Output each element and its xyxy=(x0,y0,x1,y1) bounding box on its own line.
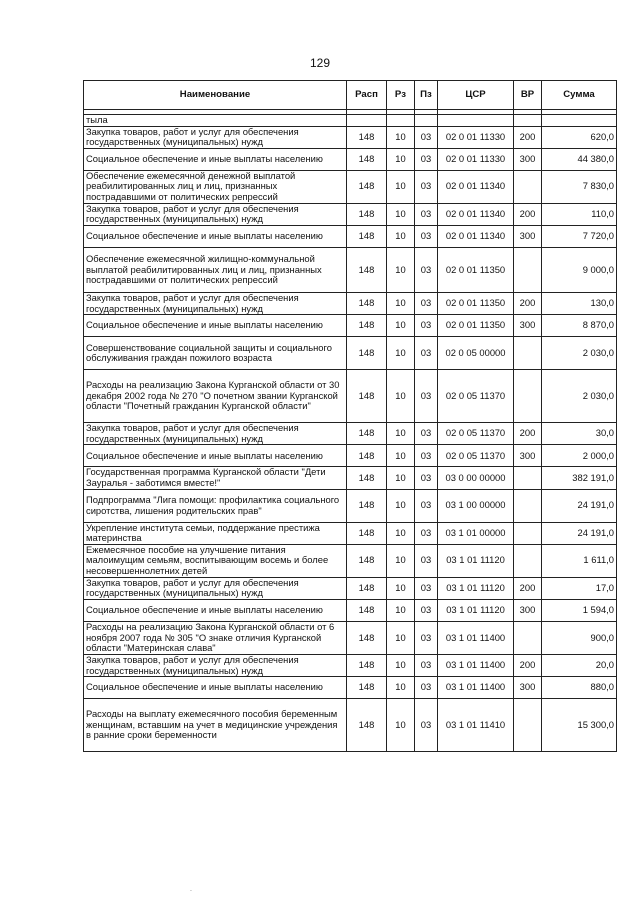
cell-sum: 15 300,0 xyxy=(542,699,617,752)
table-row xyxy=(84,203,617,225)
cell-vr: 200 xyxy=(514,203,542,225)
cell-vr xyxy=(514,621,542,654)
cell-sum: 17,0 xyxy=(542,577,617,599)
table-row xyxy=(84,170,617,203)
cell-rz: 10 xyxy=(387,148,415,170)
cell-name: Подпрограмма "Лига помощи: профилактика социального сиротства, лишения родительских прав" xyxy=(84,489,347,522)
cell-vr: 300 xyxy=(514,677,542,699)
cell-pz: 03 xyxy=(415,337,438,370)
cell-csr: 02 0 01 11350 xyxy=(438,315,514,337)
cell-sum: 382 191,0 xyxy=(542,467,617,489)
cell-rasp: 148 xyxy=(347,445,387,467)
cell-rz: 10 xyxy=(387,654,415,676)
column-header-vr: ВР xyxy=(514,81,542,110)
cell-vr: 300 xyxy=(514,225,542,247)
table-row xyxy=(84,489,617,522)
table-row xyxy=(84,699,617,752)
table-row xyxy=(84,445,617,467)
cell-rz: 10 xyxy=(387,170,415,203)
cell-csr: 03 1 01 11120 xyxy=(438,599,514,621)
cell-pz: 03 xyxy=(415,577,438,599)
cell-rz: 10 xyxy=(387,247,415,292)
cell-name: Обеспечение ежемесячной жилищно-коммунальной выплатой реабилитированных лиц и лиц, признанных пострадавшими от политических репрессий xyxy=(84,247,347,292)
cell-sum: 1 611,0 xyxy=(542,544,617,577)
cell-pz: 03 xyxy=(415,599,438,621)
table-row xyxy=(84,423,617,445)
cell-csr: 02 0 01 11330 xyxy=(438,148,514,170)
cell-vr xyxy=(514,699,542,752)
cell-rz: 10 xyxy=(387,577,415,599)
cell-rz: 10 xyxy=(387,445,415,467)
cell-pz xyxy=(415,115,438,127)
cell-csr: 02 0 01 11350 xyxy=(438,247,514,292)
cell-rz: 10 xyxy=(387,225,415,247)
cell-pz: 03 xyxy=(415,292,438,314)
cell-pz: 03 xyxy=(415,148,438,170)
cell-vr: 200 xyxy=(514,654,542,676)
cell-pz: 03 xyxy=(415,370,438,423)
cell-name: Закупка товаров, работ и услуг для обеспечения государственных (муниципальных) нужд xyxy=(84,292,347,314)
cell-vr xyxy=(514,467,542,489)
cell-rasp: 148 xyxy=(347,170,387,203)
table-row xyxy=(84,599,617,621)
table-row xyxy=(84,677,617,699)
cell-vr xyxy=(514,170,542,203)
cell-vr: 200 xyxy=(514,126,542,148)
cell-vr xyxy=(514,522,542,544)
cell-pz: 03 xyxy=(415,489,438,522)
cell-name: Обеспечение ежемесячной денежной выплатой реабилитированных лиц и лиц, признанных пострадавшими от политических репрессий xyxy=(84,170,347,203)
cell-pz: 03 xyxy=(415,621,438,654)
cell-csr: 02 0 05 11370 xyxy=(438,370,514,423)
cell-rasp: 148 xyxy=(347,699,387,752)
cell-name: Социальное обеспечение и иные выплаты населению xyxy=(84,677,347,699)
cell-rz: 10 xyxy=(387,489,415,522)
cell-csr: 02 0 01 11340 xyxy=(438,225,514,247)
cell-sum: 8 870,0 xyxy=(542,315,617,337)
cell-vr: 200 xyxy=(514,577,542,599)
cell-name: Закупка товаров, работ и услуг для обеспечения государственных (муниципальных) нужд xyxy=(84,126,347,148)
scan-mark: . xyxy=(190,886,192,893)
budget-table xyxy=(83,80,617,752)
cell-name: Укрепление института семьи, поддержание престижа материнства xyxy=(84,522,347,544)
cell-rasp: 148 xyxy=(347,423,387,445)
cell-csr: 03 1 01 11400 xyxy=(438,654,514,676)
cell-rz: 10 xyxy=(387,423,415,445)
cell-rasp: 148 xyxy=(347,337,387,370)
cell-vr: 200 xyxy=(514,423,542,445)
cell-name: Совершенствование социальной защиты и социального обслуживания граждан пожилого возраста xyxy=(84,337,347,370)
cell-name: Ежемесячное пособие на улучшение питания малоимущим семьям, воспитывающим восемь и более несовершеннолетних детей xyxy=(84,544,347,577)
cell-vr xyxy=(514,370,542,423)
table-row xyxy=(84,148,617,170)
cell-name: Социальное обеспечение и иные выплаты населению xyxy=(84,599,347,621)
cell-rz: 10 xyxy=(387,699,415,752)
cell-rz: 10 xyxy=(387,126,415,148)
cell-vr: 200 xyxy=(514,292,542,314)
cell-pz: 03 xyxy=(415,677,438,699)
cell-vr: 300 xyxy=(514,148,542,170)
table-header xyxy=(84,81,617,115)
cell-sum: 24 191,0 xyxy=(542,522,617,544)
table-row xyxy=(84,370,617,423)
cell-csr: 02 0 01 11340 xyxy=(438,170,514,203)
column-header-name: Наименование xyxy=(84,81,347,110)
cell-sum: 2 000,0 xyxy=(542,445,617,467)
cell-pz: 03 xyxy=(415,247,438,292)
cell-csr: 03 1 01 11400 xyxy=(438,677,514,699)
cell-csr: 03 1 01 11120 xyxy=(438,577,514,599)
cell-sum: 130,0 xyxy=(542,292,617,314)
cell-csr xyxy=(438,115,514,127)
cell-rasp: 148 xyxy=(347,370,387,423)
cell-name: Закупка товаров, работ и услуг для обеспечения государственных (муниципальных) нужд xyxy=(84,654,347,676)
column-header-pz: Пз xyxy=(415,81,438,110)
cell-sum: 44 380,0 xyxy=(542,148,617,170)
cell-rz: 10 xyxy=(387,203,415,225)
table-row xyxy=(84,292,617,314)
cell-rasp: 148 xyxy=(347,247,387,292)
cell-pz: 03 xyxy=(415,423,438,445)
page-number: 129 xyxy=(309,56,331,70)
cell-rasp: 148 xyxy=(347,292,387,314)
cell-rz: 10 xyxy=(387,292,415,314)
cell-name: Социальное обеспечение и иные выплаты населению xyxy=(84,148,347,170)
table-row xyxy=(84,522,617,544)
table-row xyxy=(84,247,617,292)
cell-vr xyxy=(514,489,542,522)
cell-csr: 03 0 00 00000 xyxy=(438,467,514,489)
table-row xyxy=(84,225,617,247)
cell-sum: 9 000,0 xyxy=(542,247,617,292)
table-row xyxy=(84,577,617,599)
cell-vr xyxy=(514,337,542,370)
cell-sum: 7 830,0 xyxy=(542,170,617,203)
cell-sum: 2 030,0 xyxy=(542,370,617,423)
cell-pz: 03 xyxy=(415,522,438,544)
cell-rz: 10 xyxy=(387,544,415,577)
cell-rasp: 148 xyxy=(347,522,387,544)
cell-vr: 300 xyxy=(514,599,542,621)
cell-sum: 24 191,0 xyxy=(542,489,617,522)
cell-csr: 03 1 01 11400 xyxy=(438,621,514,654)
cell-pz: 03 xyxy=(415,654,438,676)
cell-name: Расходы на реализацию Закона Курганской области от 30 декабря 2002 года № 270 "О почетном звании Курганской области "Почетный гражданин Курганской области" xyxy=(84,370,347,423)
cell-rasp: 148 xyxy=(347,225,387,247)
table-row xyxy=(84,126,617,148)
cell-vr xyxy=(514,544,542,577)
cell-pz: 03 xyxy=(415,544,438,577)
cell-rasp: 148 xyxy=(347,544,387,577)
cell-name: Расходы на реализацию Закона Курганской области от 6 ноября 2007 года № 305 "О знаке отличия Курганской области "Материнская слава" xyxy=(84,621,347,654)
column-header-rz: Рз xyxy=(387,81,415,110)
cell-sum: 880,0 xyxy=(542,677,617,699)
cell-sum: 900,0 xyxy=(542,621,617,654)
cell-sum xyxy=(542,115,617,127)
cell-pz: 03 xyxy=(415,170,438,203)
cell-pz: 03 xyxy=(415,467,438,489)
cell-sum: 2 030,0 xyxy=(542,337,617,370)
cell-rasp: 148 xyxy=(347,577,387,599)
cell-vr xyxy=(514,115,542,127)
cell-csr: 03 1 01 11120 xyxy=(438,544,514,577)
column-header-rasp: Расп xyxy=(347,81,387,110)
cell-name: Закупка товаров, работ и услуг для обеспечения государственных (муниципальных) нужд xyxy=(84,423,347,445)
cell-csr: 02 0 05 11370 xyxy=(438,423,514,445)
cell-rz: 10 xyxy=(387,467,415,489)
cell-name: Государственная программа Курганской области "Дети Зауралья - заботимся вместе!" xyxy=(84,467,347,489)
table-row xyxy=(84,115,617,127)
table-row xyxy=(84,337,617,370)
cell-rasp: 148 xyxy=(347,621,387,654)
cell-name: Закупка товаров, работ и услуг для обеспечения государственных (муниципальных) нужд xyxy=(84,577,347,599)
cell-rz: 10 xyxy=(387,599,415,621)
cell-sum: 1 594,0 xyxy=(542,599,617,621)
cell-csr: 02 0 05 00000 xyxy=(438,337,514,370)
cell-rz: 10 xyxy=(387,621,415,654)
cell-rasp: 148 xyxy=(347,654,387,676)
cell-pz: 03 xyxy=(415,699,438,752)
cell-rasp: 148 xyxy=(347,148,387,170)
cell-csr: 02 0 01 11330 xyxy=(438,126,514,148)
table-row xyxy=(84,544,617,577)
cell-rz: 10 xyxy=(387,370,415,423)
table-row xyxy=(84,654,617,676)
cell-sum: 30,0 xyxy=(542,423,617,445)
cell-csr: 02 0 05 11370 xyxy=(438,445,514,467)
cell-name: Расходы на выплату ежемесячного пособия беременным женщинам, вставшим на учет в медицинские учреждения в ранние сроки беременности xyxy=(84,699,347,752)
cell-rz: 10 xyxy=(387,522,415,544)
cell-rz: 10 xyxy=(387,315,415,337)
cell-vr: 300 xyxy=(514,445,542,467)
cell-pz: 03 xyxy=(415,225,438,247)
cell-rasp: 148 xyxy=(347,203,387,225)
cell-vr xyxy=(514,247,542,292)
cell-rasp: 148 xyxy=(347,126,387,148)
cell-csr: 02 0 01 11350 xyxy=(438,292,514,314)
cell-csr: 03 1 00 00000 xyxy=(438,489,514,522)
column-header-csr: ЦСР xyxy=(438,81,514,110)
cell-rasp: 148 xyxy=(347,467,387,489)
cell-rasp: 148 xyxy=(347,599,387,621)
column-header-sum: Сумма xyxy=(542,81,617,110)
cell-csr: 03 1 01 11410 xyxy=(438,699,514,752)
cell-sum: 620,0 xyxy=(542,126,617,148)
cell-pz: 03 xyxy=(415,126,438,148)
cell-csr: 02 0 01 11340 xyxy=(438,203,514,225)
cell-rasp: 148 xyxy=(347,315,387,337)
cell-sum: 7 720,0 xyxy=(542,225,617,247)
cell-pz: 03 xyxy=(415,315,438,337)
cell-name: тыла xyxy=(84,115,347,127)
cell-rasp: 148 xyxy=(347,677,387,699)
cell-name: Социальное обеспечение и иные выплаты населению xyxy=(84,225,347,247)
table-row xyxy=(84,315,617,337)
cell-pz: 03 xyxy=(415,203,438,225)
cell-pz: 03 xyxy=(415,445,438,467)
cell-sum: 20,0 xyxy=(542,654,617,676)
table-body xyxy=(84,115,617,752)
cell-name: Социальное обеспечение и иные выплаты населению xyxy=(84,445,347,467)
cell-rz: 10 xyxy=(387,337,415,370)
cell-rz: 10 xyxy=(387,677,415,699)
table-row xyxy=(84,621,617,654)
cell-csr: 03 1 01 00000 xyxy=(438,522,514,544)
cell-vr: 300 xyxy=(514,315,542,337)
table-row xyxy=(84,467,617,489)
cell-rasp: 148 xyxy=(347,489,387,522)
cell-name: Социальное обеспечение и иные выплаты населению xyxy=(84,315,347,337)
cell-rz xyxy=(387,115,415,127)
cell-name: Закупка товаров, работ и услуг для обеспечения государственных (муниципальных) нужд xyxy=(84,203,347,225)
cell-sum: 110,0 xyxy=(542,203,617,225)
cell-rasp xyxy=(347,115,387,127)
